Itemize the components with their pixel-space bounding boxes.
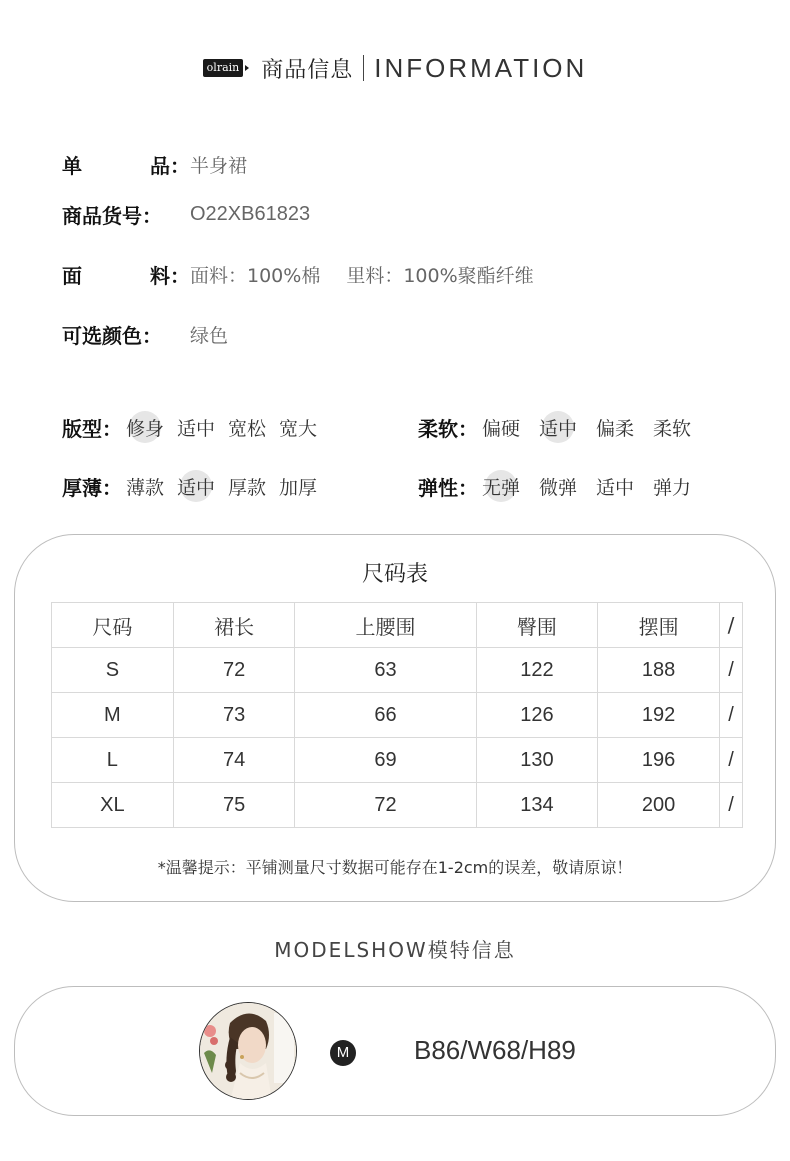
info-label-color: 可选颜色： xyxy=(62,323,162,348)
info-label-code: 商品货号： xyxy=(62,203,162,228)
table-header-cell: 裙长 xyxy=(173,603,295,648)
info-value-item: 半身裙 xyxy=(190,154,248,177)
attr-elasticity-option: 适中 xyxy=(596,476,635,499)
table-row xyxy=(52,783,743,828)
page-header xyxy=(0,48,790,88)
table-cell: S xyxy=(52,648,174,693)
attr-thickness-option: 加厚 xyxy=(279,476,318,499)
model-measurements: B86/W68/H89 xyxy=(414,1035,576,1065)
attr-softness xyxy=(418,409,704,445)
fabric-lining: 里料：100%聚酯纤维 xyxy=(346,264,534,287)
table-row xyxy=(52,648,743,693)
header-divider xyxy=(363,55,364,81)
table-cell: 75 xyxy=(173,783,295,828)
table-row xyxy=(52,738,743,783)
table-cell: / xyxy=(719,648,742,693)
attr-elasticity-option: 弹力 xyxy=(653,476,692,499)
table-header-cell: 尺码 xyxy=(52,603,174,648)
info-row-fabric xyxy=(62,256,534,292)
table-cell: / xyxy=(719,738,742,783)
table-cell: 69 xyxy=(295,738,476,783)
logo-text: olrain xyxy=(203,59,244,77)
table-cell: 72 xyxy=(173,648,295,693)
attr-elasticity-option: 微弹 xyxy=(539,476,578,499)
info-label-fabric: 面 料： xyxy=(62,263,190,288)
table-cell: L xyxy=(52,738,174,783)
attr-thickness-option: 适中 xyxy=(177,473,215,500)
table-cell: M xyxy=(52,693,174,738)
info-row-color xyxy=(62,316,228,352)
table-cell: 134 xyxy=(476,783,598,828)
attr-elasticity-label: 弹性： xyxy=(418,475,478,500)
table-cell: 192 xyxy=(598,693,720,738)
table-cell: 188 xyxy=(598,648,720,693)
table-cell: 73 xyxy=(173,693,295,738)
info-label-item: 单 品： xyxy=(62,153,190,178)
table-header-cell: 上腰围 xyxy=(295,603,476,648)
size-chart-note: *温馨提示：平铺测量尺寸数据可能存在1-2cm的误差，敬请原谅！ xyxy=(157,858,633,877)
header-title-en: INFORMATION xyxy=(374,52,588,83)
attr-softness-option: 偏硬 xyxy=(482,417,521,440)
model-portrait-image xyxy=(200,1003,297,1100)
attr-thickness-option: 厚款 xyxy=(228,476,267,499)
attr-fit xyxy=(62,409,330,445)
table-header-cell: 摆围 xyxy=(598,603,720,648)
attr-softness-label: 柔软： xyxy=(418,416,478,441)
table-cell: XL xyxy=(52,783,174,828)
table-cell: 130 xyxy=(476,738,598,783)
table-cell: 66 xyxy=(295,693,476,738)
attr-fit-option: 宽大 xyxy=(279,417,318,440)
size-chart-card xyxy=(14,534,776,902)
size-chart-title: 尺码表 xyxy=(361,562,428,587)
table-cell: 122 xyxy=(476,648,598,693)
table-cell: 72 xyxy=(295,783,476,828)
model-avatar xyxy=(199,1002,297,1100)
table-header-cell: 臀围 xyxy=(476,603,598,648)
table-cell: 126 xyxy=(476,693,598,738)
table-header-cell: / xyxy=(719,603,742,648)
model-size-badge: M xyxy=(330,1040,356,1066)
attr-softness-option: 适中 xyxy=(539,414,577,441)
attr-fit-label: 版型： xyxy=(62,416,122,441)
info-value-color: 绿色 xyxy=(190,324,229,347)
attr-elasticity xyxy=(418,468,704,504)
info-row-item xyxy=(62,146,247,182)
attr-thickness xyxy=(62,468,330,504)
attr-thickness-option: 薄款 xyxy=(126,476,165,499)
table-cell: 63 xyxy=(295,648,476,693)
table-cell: / xyxy=(719,783,742,828)
table-cell: / xyxy=(719,693,742,738)
model-section-title: MODELSHOW模特信息 xyxy=(274,938,516,962)
header-title-cn: 商品信息 xyxy=(261,57,354,83)
brand-logo xyxy=(203,59,250,77)
table-row xyxy=(52,693,743,738)
table-header-row xyxy=(52,603,743,648)
info-value-fabric xyxy=(190,261,534,288)
attr-fit-option: 宽松 xyxy=(228,417,267,440)
table-cell: 74 xyxy=(173,738,295,783)
info-row-code xyxy=(62,196,310,232)
table-cell: 200 xyxy=(598,783,720,828)
attr-fit-option: 修身 xyxy=(126,414,164,441)
size-table xyxy=(51,602,743,828)
model-info-card xyxy=(14,986,776,1116)
attr-fit-option: 适中 xyxy=(177,417,216,440)
attr-softness-option: 偏柔 xyxy=(596,417,635,440)
table-cell: 196 xyxy=(598,738,720,783)
info-value-code: O22XB61823 xyxy=(190,202,311,225)
attr-thickness-label: 厚薄： xyxy=(62,475,122,500)
fabric-outer: 面料：100%棉 xyxy=(190,264,321,287)
attr-softness-option: 柔软 xyxy=(653,417,692,440)
logo-arrow-icon xyxy=(245,65,249,71)
attr-elasticity-option: 无弹 xyxy=(482,473,520,500)
